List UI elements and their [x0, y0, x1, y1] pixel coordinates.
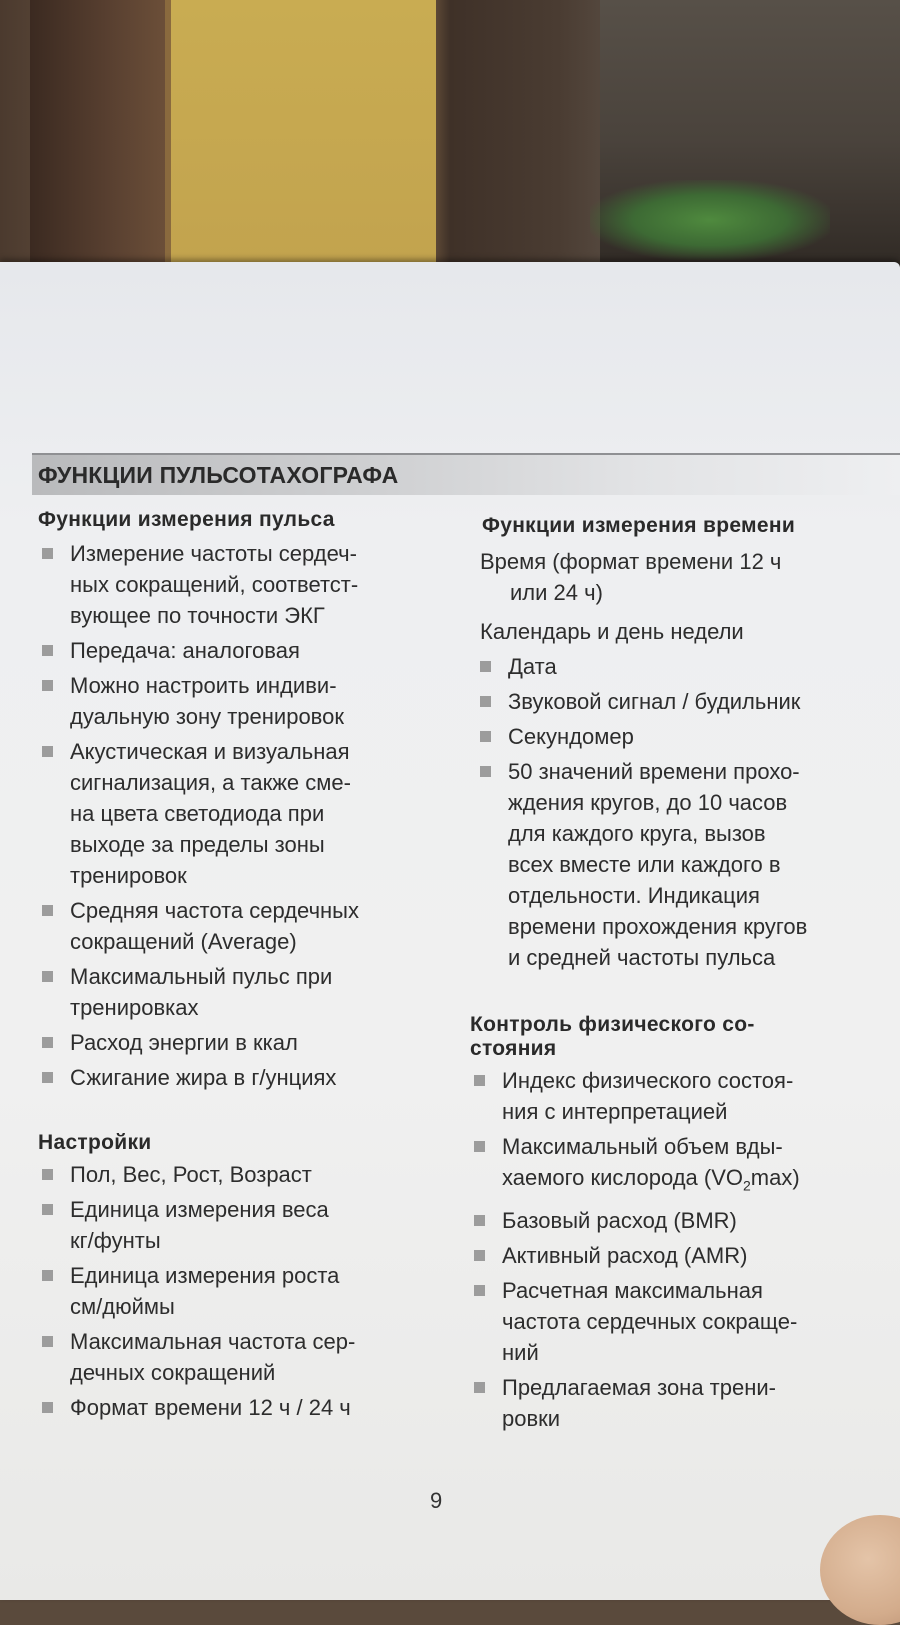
list-item — [38, 1392, 448, 1423]
square-bullet-icon — [42, 971, 53, 982]
calendar-line: Календарь и день недели — [480, 619, 744, 644]
square-bullet-icon — [474, 1250, 485, 1261]
list-item — [470, 1065, 890, 1127]
list-item — [470, 1205, 890, 1236]
vo2-subscript: 2 — [743, 1177, 751, 1194]
list-item-text: Максимальный пульс при тренировках — [70, 964, 333, 1020]
pulse-functions-list — [38, 538, 448, 1093]
list-item — [38, 1194, 448, 1256]
square-bullet-icon — [480, 731, 491, 742]
list-item — [476, 686, 890, 717]
list-item — [38, 736, 448, 891]
list-item — [38, 670, 448, 732]
time-functions-list — [476, 651, 890, 973]
fitness-heading — [470, 1013, 890, 1061]
list-item — [470, 1275, 890, 1368]
list-item-text: Предлагаемая зона трени- ровки — [502, 1375, 776, 1432]
list-item-text: Акустическая и визуальная сигнализация, а также сме- на цвета светодиода при выходе за пределы зоны тренировок — [70, 739, 351, 888]
fitness-heading-line1: Контроль физического со- — [470, 1013, 755, 1036]
page-number: 9 — [430, 1488, 443, 1513]
square-bullet-icon — [42, 1037, 53, 1048]
square-bullet-icon — [42, 1270, 53, 1281]
square-bullet-icon — [42, 1336, 53, 1347]
list-item — [38, 1326, 448, 1388]
list-item-text: Средняя частота сердечных сокращений (Average) — [70, 898, 359, 954]
square-bullet-icon — [42, 1204, 53, 1215]
square-bullet-icon — [480, 696, 491, 707]
list-item-text: 50 значений времени прохо- ждения кругов, до 10 часов для каждого круга, вызов всех вместе или каждого в отдельности. Индикация времени прохождения кругов и средней частоты пульса — [508, 759, 808, 970]
pulse-functions-heading: Функции измерения пульса — [38, 508, 335, 531]
background-green-object — [590, 180, 830, 260]
square-bullet-icon — [480, 661, 491, 672]
list-item-text: Расход энергии в ккал — [70, 1030, 298, 1055]
settings-heading: Настройки — [38, 1131, 152, 1154]
list-item-text: Дата — [508, 654, 557, 679]
square-bullet-icon — [474, 1382, 485, 1393]
list-item-text: Сжигание жира в г/унциях — [70, 1065, 337, 1090]
list-item — [476, 651, 890, 682]
list-item — [38, 961, 448, 1023]
fitness-list — [470, 1065, 890, 1434]
vo2-prefix: хаемого кислорода (VO — [502, 1165, 743, 1190]
list-item — [38, 1027, 448, 1058]
list-item-text: Передача: аналоговая — [70, 638, 300, 663]
list-item — [38, 538, 448, 631]
list-item-text: Секундомер — [508, 724, 634, 749]
list-item — [38, 635, 448, 666]
square-bullet-icon — [474, 1075, 485, 1086]
left-column — [38, 508, 448, 1423]
list-item-text: Индекс физического состоя- ния с интерпретацией — [502, 1068, 794, 1124]
square-bullet-icon — [474, 1215, 485, 1226]
square-bullet-icon — [42, 680, 53, 691]
square-bullet-icon — [42, 1169, 53, 1180]
list-item — [38, 895, 448, 957]
square-bullet-icon — [42, 1402, 53, 1413]
square-bullet-icon — [42, 905, 53, 916]
list-item — [476, 721, 890, 752]
vo2-suffix: max) — [750, 1165, 800, 1190]
list-item — [38, 1062, 448, 1093]
square-bullet-icon — [42, 1072, 53, 1083]
list-item-text: Измерение частоты сердеч- ных сокращений, соответст- вующее по точности ЭКГ — [70, 541, 359, 628]
list-item-text: Единица измерения роста см/дюймы — [70, 1263, 340, 1319]
time-functions-heading: Функции измерения времени — [482, 514, 796, 537]
square-bullet-icon — [42, 645, 53, 656]
list-item-text: Пол, Вес, Рост, Возраст — [70, 1162, 312, 1187]
list-item-text: Расчетная максимальная частота сердечных сокраще- ний — [502, 1278, 798, 1366]
time-format-line-cont: или 24 ч) — [510, 580, 603, 605]
time-format-line: Время (формат времени 12 ч — [480, 549, 782, 574]
right-column — [470, 514, 890, 1434]
list-item-text: Звуковой сигнал / будильник — [508, 689, 801, 714]
list-item — [38, 1260, 448, 1322]
square-bullet-icon — [480, 766, 491, 777]
section-title: ФУНКЦИИ ПУЛЬСОТАХОГРАФА — [38, 462, 399, 488]
list-item — [470, 1131, 890, 1201]
list-item — [38, 1159, 448, 1190]
square-bullet-icon — [474, 1141, 485, 1152]
list-item — [476, 756, 890, 973]
background-wood-frame — [30, 0, 170, 280]
list-item-text: Максимальная частота сер- дечных сокращений — [70, 1329, 356, 1385]
square-bullet-icon — [474, 1285, 485, 1296]
list-item-text: Базовый расход (BMR) — [502, 1208, 737, 1234]
background-door — [165, 0, 436, 275]
list-item-text: Единица измерения веса кг/фунты — [70, 1197, 329, 1253]
settings-list — [38, 1159, 448, 1423]
square-bullet-icon — [42, 746, 53, 757]
list-item-text: Максимальный объем вды- — [502, 1134, 783, 1159]
square-bullet-icon — [42, 548, 53, 559]
list-item — [470, 1240, 890, 1271]
list-item-text: Можно настроить индиви- дуальную зону тренировок — [70, 673, 344, 729]
list-item — [470, 1372, 890, 1434]
fitness-heading-line2: стояния — [470, 1037, 557, 1060]
list-item-text: Формат времени 12 ч / 24 ч — [70, 1395, 351, 1420]
list-item-text: Активный расход (AMR) — [502, 1243, 748, 1269]
